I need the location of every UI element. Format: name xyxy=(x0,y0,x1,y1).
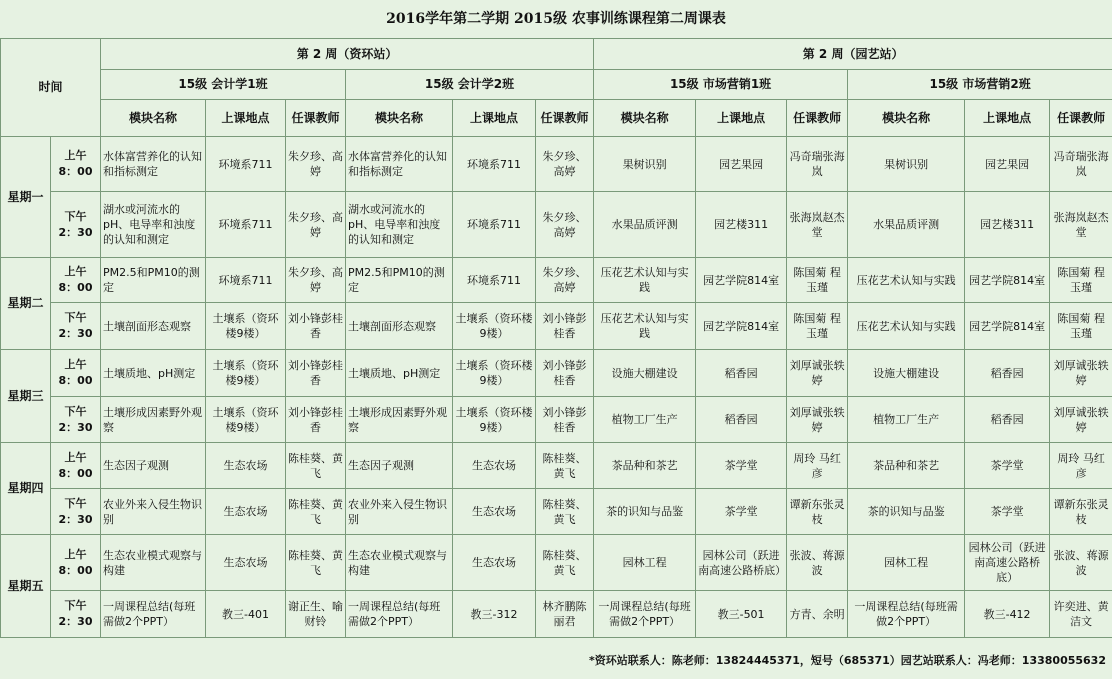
time-slot xyxy=(51,591,101,638)
cell-module: 土壤质地、pH测定 xyxy=(101,350,206,397)
cell-module: 生态因子观测 xyxy=(101,443,206,489)
time-clock: 2：30 xyxy=(58,225,93,239)
schedule-row xyxy=(1,303,1112,350)
cell-teacher: 刘小锋彭桂香 xyxy=(286,397,346,443)
cell-module: 农业外来入侵生物识别 xyxy=(346,489,453,535)
schedule-table xyxy=(0,38,1112,638)
cell-location: 环境系711 xyxy=(453,258,536,303)
cell-location: 稻香园 xyxy=(965,350,1050,397)
cell-teacher: 陈桂葵、黄飞 xyxy=(536,489,594,535)
cell-teacher: 周玲 马红彦 xyxy=(1050,443,1112,489)
col-header-teacher: 任课教师 xyxy=(1050,100,1112,137)
time-slot xyxy=(51,303,101,350)
time-clock: 2：30 xyxy=(58,420,93,434)
cell-location: 生态农场 xyxy=(453,535,536,591)
cell-teacher: 陈桂葵、黄飞 xyxy=(536,443,594,489)
cell-module: 茶的识知与品鉴 xyxy=(594,489,696,535)
cell-teacher: 刘小锋彭桂香 xyxy=(536,350,594,397)
cell-module: 茶的识知与品鉴 xyxy=(848,489,965,535)
schedule-row xyxy=(1,535,1112,591)
col-header-module: 模块名称 xyxy=(346,100,453,137)
time-clock: 2：30 xyxy=(58,512,93,526)
cell-teacher: 刘厚诚张轶婷 xyxy=(787,350,848,397)
time-period: 上午 xyxy=(64,547,87,561)
cell-module: 植物工厂生产 xyxy=(594,397,696,443)
header-row-columns xyxy=(1,100,1112,137)
cell-location: 教三-312 xyxy=(453,591,536,638)
cell-teacher: 张海岚赵杰堂 xyxy=(787,192,848,258)
cell-teacher: 冯奇瑞张海岚 xyxy=(1050,137,1112,192)
cell-module: 压花艺术认知与实践 xyxy=(594,258,696,303)
cell-location: 生态农场 xyxy=(206,535,286,591)
time-header: 时间 xyxy=(1,39,101,137)
day-label: 星期五 xyxy=(1,535,51,638)
cell-module: PM2.5和PM10的测定 xyxy=(101,258,206,303)
schedule-row xyxy=(1,137,1112,192)
cell-teacher: 陈国菊 程玉瑾 xyxy=(787,258,848,303)
cell-teacher: 陈国菊 程玉瑾 xyxy=(787,303,848,350)
cell-location: 园艺楼311 xyxy=(965,192,1050,258)
cell-module: 设施大棚建设 xyxy=(848,350,965,397)
cell-module: 生态因子观测 xyxy=(346,443,453,489)
cell-location: 教三-412 xyxy=(965,591,1050,638)
time-period: 下午 xyxy=(64,404,87,418)
col-header-location: 上课地点 xyxy=(206,100,286,137)
cell-location: 园艺学院814室 xyxy=(965,303,1050,350)
schedule-row xyxy=(1,591,1112,638)
cell-location: 生态农场 xyxy=(453,443,536,489)
time-period: 下午 xyxy=(64,599,87,612)
schedule-row xyxy=(1,489,1112,535)
cell-teacher: 陈桂葵、黄飞 xyxy=(286,443,346,489)
schedule-row xyxy=(1,397,1112,443)
cell-location: 生态农场 xyxy=(206,443,286,489)
cell-module: 压花艺术认知与实践 xyxy=(848,303,965,350)
time-slot xyxy=(51,489,101,535)
cell-location: 园林公司（跃进南高速公路桥底） xyxy=(696,535,787,591)
class-header: 15级 市场营销2班 xyxy=(848,70,1112,100)
cell-location: 土壤系（资环楼9楼） xyxy=(206,350,286,397)
cell-module: 土壤剖面形态观察 xyxy=(101,303,206,350)
col-header-teacher: 任课教师 xyxy=(787,100,848,137)
time-period: 下午 xyxy=(64,311,87,324)
cell-module: 水果品质评测 xyxy=(594,192,696,258)
schedule-row xyxy=(1,258,1112,303)
cell-location: 土壤系（资环楼9楼） xyxy=(453,303,536,350)
cell-module: 水果品质评测 xyxy=(848,192,965,258)
cell-teacher: 陈国菊 程玉瑾 xyxy=(1050,258,1112,303)
cell-module: 一周课程总结(每班需做2个PPT） xyxy=(346,591,453,638)
class-header: 15级 市场营销1班 xyxy=(594,70,848,100)
cell-teacher: 张波、蒋源波 xyxy=(787,535,848,591)
cell-teacher: 朱夕珍、高婷 xyxy=(536,137,594,192)
cell-module: 农业外来入侵生物识别 xyxy=(101,489,206,535)
cell-teacher: 张海岚赵杰堂 xyxy=(1050,192,1112,258)
cell-location: 园艺学院814室 xyxy=(965,258,1050,303)
cell-location: 教三-501 xyxy=(696,591,787,638)
col-header-module: 模块名称 xyxy=(101,100,206,137)
cell-module: 土壤形成因素野外观察 xyxy=(346,397,453,443)
col-header-location: 上课地点 xyxy=(965,100,1050,137)
cell-location: 土壤系（资环楼9楼） xyxy=(206,397,286,443)
cell-teacher: 谢正生、喻财铃 xyxy=(286,591,346,638)
class-header: 15级 会计学1班 xyxy=(101,70,346,100)
time-period: 上午 xyxy=(64,149,87,162)
cell-module: 植物工厂生产 xyxy=(848,397,965,443)
cell-teacher: 刘小锋彭桂香 xyxy=(286,303,346,350)
time-period: 上午 xyxy=(64,450,87,464)
time-slot xyxy=(51,258,101,303)
cell-teacher: 朱夕珍、高婷 xyxy=(286,192,346,258)
cell-module: 压花艺术认知与实践 xyxy=(594,303,696,350)
time-slot xyxy=(51,350,101,397)
cell-module: 茶品种和茶艺 xyxy=(594,443,696,489)
cell-location: 生态农场 xyxy=(453,489,536,535)
page-title: 2016学年第二学期 2015级 农事训练课程第二周课表 xyxy=(386,11,726,27)
cell-module: 生态农业模式观察与构建 xyxy=(101,535,206,591)
cell-location: 园艺学院814室 xyxy=(696,303,787,350)
schedule-body xyxy=(1,39,1112,638)
cell-location: 园艺果园 xyxy=(965,137,1050,192)
cell-teacher: 方青、余明 xyxy=(787,591,848,638)
cell-teacher: 刘小锋彭桂香 xyxy=(536,303,594,350)
class-header: 15级 会计学2班 xyxy=(346,70,594,100)
cell-module: 压花艺术认知与实践 xyxy=(848,258,965,303)
cell-location: 茶学堂 xyxy=(965,443,1050,489)
cell-teacher: 冯奇瑞张海岚 xyxy=(787,137,848,192)
time-period: 下午 xyxy=(64,209,87,223)
cell-location: 土壤系（资环楼9楼） xyxy=(453,397,536,443)
cell-teacher: 谭新东张灵枝 xyxy=(787,489,848,535)
cell-teacher: 刘厚诚张轶婷 xyxy=(787,397,848,443)
cell-location: 环境系711 xyxy=(453,137,536,192)
cell-module: 茶品种和茶艺 xyxy=(848,443,965,489)
cell-location: 土壤系（资环楼9楼） xyxy=(453,350,536,397)
cell-location: 环境系711 xyxy=(206,258,286,303)
cell-location: 环境系711 xyxy=(453,192,536,258)
schedule-row xyxy=(1,443,1112,489)
cell-teacher: 张波、蒋源波 xyxy=(1050,535,1112,591)
cell-teacher: 朱夕珍、高婷 xyxy=(536,192,594,258)
col-header-location: 上课地点 xyxy=(453,100,536,137)
time-slot xyxy=(51,397,101,443)
week-header-zihuan: 第 2 周（资环站） xyxy=(101,39,594,70)
cell-module: 湖水或河流水的pH、电导率和浊度的认知和测定 xyxy=(346,192,453,258)
cell-teacher: 陈桂葵、黄飞 xyxy=(536,535,594,591)
time-clock: 2：30 xyxy=(58,615,93,628)
col-header-teacher: 任课教师 xyxy=(536,100,594,137)
cell-module: 园林工程 xyxy=(848,535,965,591)
time-slot xyxy=(51,535,101,591)
cell-module: 园林工程 xyxy=(594,535,696,591)
time-clock: 2：30 xyxy=(58,327,93,340)
cell-teacher: 陈桂葵、黄飞 xyxy=(286,535,346,591)
day-label: 星期一 xyxy=(1,137,51,258)
cell-module: 土壤形成因素野外观察 xyxy=(101,397,206,443)
col-header-location: 上课地点 xyxy=(696,100,787,137)
time-slot xyxy=(51,443,101,489)
cell-teacher: 刘厚诚张轶婷 xyxy=(1050,350,1112,397)
cell-teacher: 林齐鹏陈丽君 xyxy=(536,591,594,638)
cell-location: 茶学堂 xyxy=(965,489,1050,535)
cell-teacher: 陈国菊 程玉瑾 xyxy=(1050,303,1112,350)
cell-location: 园艺楼311 xyxy=(696,192,787,258)
cell-location: 生态农场 xyxy=(206,489,286,535)
time-clock: 8：00 xyxy=(58,466,93,480)
time-clock: 8：00 xyxy=(58,165,93,178)
cell-module: PM2.5和PM10的测定 xyxy=(346,258,453,303)
time-period: 下午 xyxy=(64,496,87,510)
cell-module: 一周课程总结(每班需做2个PPT） xyxy=(848,591,965,638)
cell-location: 园艺果园 xyxy=(696,137,787,192)
cell-teacher: 朱夕珍、高婷 xyxy=(286,137,346,192)
col-header-teacher: 任课教师 xyxy=(286,100,346,137)
schedule-row xyxy=(1,192,1112,258)
cell-teacher: 陈桂葵、黄飞 xyxy=(286,489,346,535)
cell-module: 土壤剖面形态观察 xyxy=(346,303,453,350)
cell-module: 设施大棚建设 xyxy=(594,350,696,397)
col-header-module: 模块名称 xyxy=(848,100,965,137)
cell-location: 环境系711 xyxy=(206,192,286,258)
cell-teacher: 谭新东张灵枝 xyxy=(1050,489,1112,535)
col-header-module: 模块名称 xyxy=(594,100,696,137)
cell-module: 水体富营养化的认知和指标测定 xyxy=(101,137,206,192)
cell-teacher: 周玲 马红彦 xyxy=(787,443,848,489)
cell-module: 水体富营养化的认知和指标测定 xyxy=(346,137,453,192)
cell-module: 土壤质地、pH测定 xyxy=(346,350,453,397)
cell-module: 果树识别 xyxy=(594,137,696,192)
cell-teacher: 刘小锋彭桂香 xyxy=(286,350,346,397)
cell-location: 教三-401 xyxy=(206,591,286,638)
cell-teacher: 朱夕珍、高婷 xyxy=(536,258,594,303)
time-clock: 8：00 xyxy=(58,563,93,577)
day-label: 星期四 xyxy=(1,443,51,535)
cell-location: 环境系711 xyxy=(206,137,286,192)
cell-module: 果树识别 xyxy=(848,137,965,192)
time-period: 上午 xyxy=(64,358,87,371)
cell-location: 土壤系（资环楼9楼） xyxy=(206,303,286,350)
cell-location: 稻香园 xyxy=(696,350,787,397)
cell-module: 生态农业模式观察与构建 xyxy=(346,535,453,591)
day-label: 星期二 xyxy=(1,258,51,350)
cell-teacher: 许奕进、黄洁文 xyxy=(1050,591,1112,638)
cell-location: 茶学堂 xyxy=(696,443,787,489)
time-slot xyxy=(51,137,101,192)
week-header-yuanyi: 第 2 周（园艺站） xyxy=(594,39,1112,70)
contact-footer: *资环站联系人：陈老师：13824445371，短号（685371）园艺站联系人：冯老师：13380055632 xyxy=(588,654,1106,667)
cell-teacher: 刘小锋彭桂香 xyxy=(536,397,594,443)
time-period: 上午 xyxy=(64,265,87,278)
schedule-row xyxy=(1,350,1112,397)
header-row-classes xyxy=(1,70,1112,100)
cell-location: 园林公司（跃进南高速公路桥底） xyxy=(965,535,1050,591)
header-row-weeks xyxy=(1,39,1112,70)
cell-location: 稻香园 xyxy=(696,397,787,443)
cell-location: 稻香园 xyxy=(965,397,1050,443)
cell-module: 一周课程总结(每班需做2个PPT） xyxy=(594,591,696,638)
cell-location: 园艺学院814室 xyxy=(696,258,787,303)
cell-location: 茶学堂 xyxy=(696,489,787,535)
cell-teacher: 刘厚诚张轶婷 xyxy=(1050,397,1112,443)
time-slot xyxy=(51,192,101,258)
time-clock: 8：00 xyxy=(58,374,93,387)
day-label: 星期三 xyxy=(1,350,51,443)
cell-teacher: 朱夕珍、高婷 xyxy=(286,258,346,303)
time-clock: 8：00 xyxy=(58,281,93,294)
cell-module: 一周课程总结(每班需做2个PPT） xyxy=(101,591,206,638)
cell-module: 湖水或河流水的pH、电导率和浊度的认知和测定 xyxy=(101,192,206,258)
